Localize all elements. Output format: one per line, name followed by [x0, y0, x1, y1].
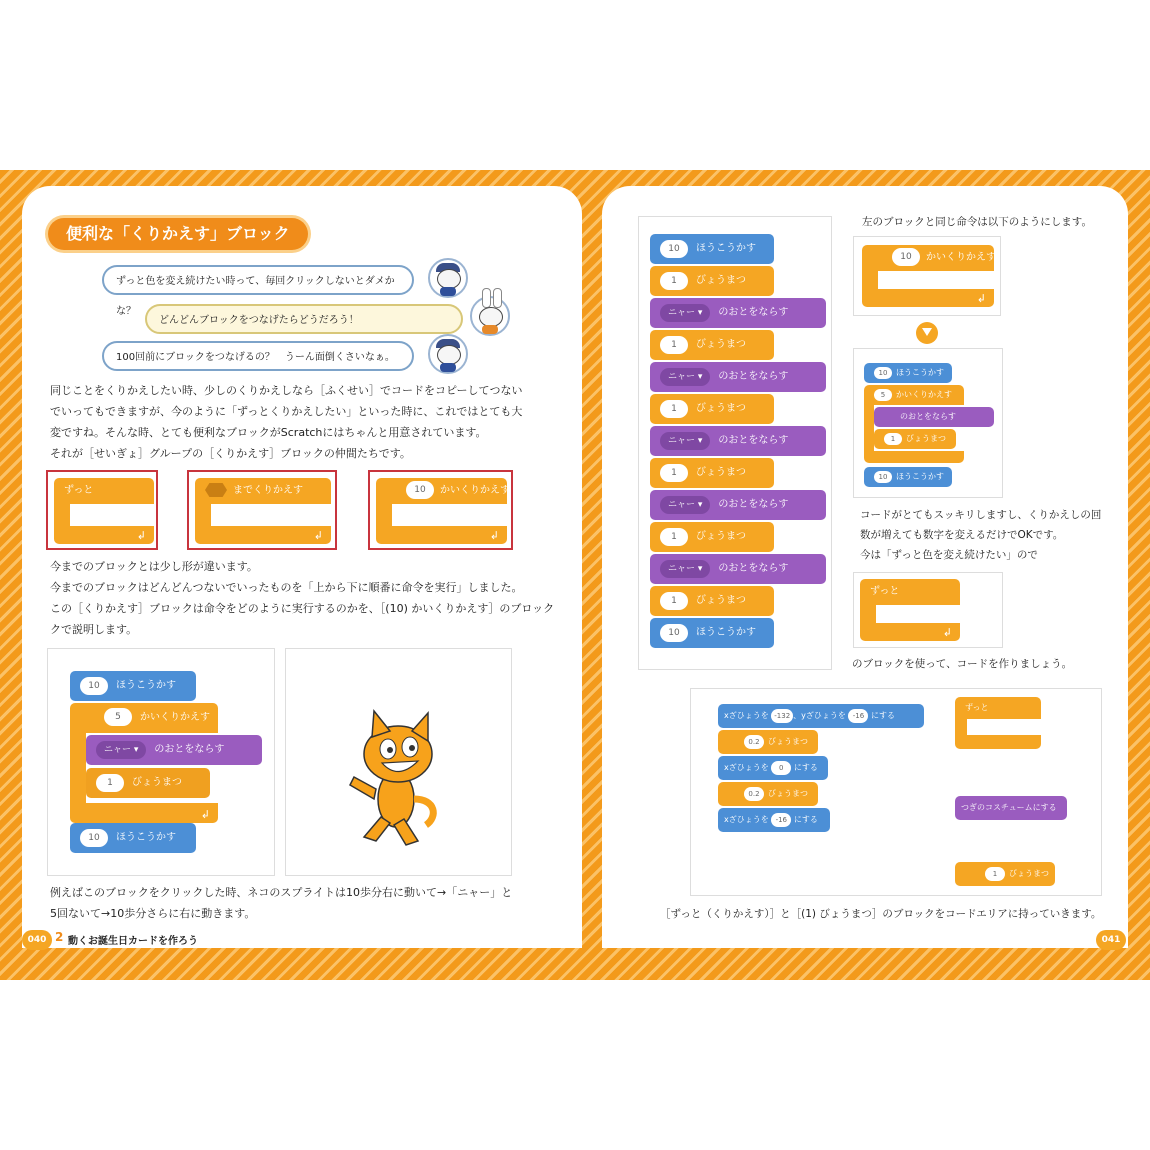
repeat-block-top [862, 245, 994, 271]
forever-label: ずっと [64, 485, 94, 496]
setx-label: xざひょうを [724, 815, 769, 824]
sound-label: のおとをならす [718, 307, 789, 318]
dialogue-text-1: ずっと色を変え続けたい時って、毎回クリックしないとダメかな？ [116, 276, 395, 317]
result-line: 例えばこのブロックをクリックした時、ネコのスプライトは10歩分右に動いて→「ニャー」と [50, 886, 513, 899]
setx-label-2: にする [793, 815, 818, 824]
explain-line: 今までのブロックとは少し形が違います。 [50, 560, 258, 573]
result-line: 5回ないて→10歩分さらに右に動きます。 [50, 907, 256, 920]
wait-block [86, 768, 210, 798]
forever-block-top [54, 478, 154, 504]
compact-wait [874, 429, 956, 449]
repeat-until-block-example [187, 470, 337, 550]
stack-wait [650, 586, 774, 616]
setx-label: xざひょうを [724, 763, 769, 772]
repeat-until-label: までくりかえす [233, 485, 303, 496]
note-line: 数が増えても数字を変えるだけでOKです。 [860, 529, 1064, 541]
repeat-count: 5 [874, 389, 892, 401]
stage-panel [285, 648, 512, 876]
condition-slot-icon [205, 483, 227, 497]
compact-move-2 [864, 467, 952, 487]
sound-label: のおとをならす [154, 744, 225, 755]
wait-label: びょうまつ [132, 777, 182, 788]
explain-line: この［くりかえす］ブロックは命令をどのように実行するのかを、［(10) かいくりかえす］のブロック [50, 602, 555, 615]
workspace-forever-block [955, 697, 1041, 751]
wait-label: びょうまつ [1009, 869, 1049, 878]
intro-line: 同じことをくりかえしたい時、少しのくりかえしなら［ふくせい］でコードをコピーしてつない [50, 384, 523, 397]
move-block-2 [70, 823, 196, 853]
loop-arrow-icon: ↲ [136, 529, 146, 542]
scratch-cat-icon [286, 649, 513, 877]
stack-sound [650, 490, 826, 520]
intro-line: でいってもできますが、今のように「ずっとくりかえしたい」といった時に、これではとても大 [50, 405, 523, 418]
note-use: のブロックを使って、コードを作りましょう。 [852, 658, 1073, 670]
dialogue-bubble-3 [102, 341, 414, 371]
page-number-left: 040 [22, 930, 52, 950]
repeat-label: かいくりかえす [926, 252, 996, 263]
wait-label: びょうまつ [768, 737, 808, 746]
sound-dropdown: ニャー ▾ [96, 741, 146, 759]
dialogue-bubble-1 [102, 265, 414, 317]
wait-block-ws-3 [955, 862, 1055, 886]
wait-label: びょうまつ [768, 789, 808, 798]
sound-dropdown: ニャー ▾ [660, 304, 710, 322]
move-label: ほうこうかす [896, 368, 944, 377]
note-line: 今は「ずっと色を変え続けたい」ので [860, 549, 1038, 561]
wait-label: びょうまつ [696, 467, 746, 478]
wait-seconds: 1 [660, 592, 688, 610]
repeat-c-top [70, 703, 218, 733]
arrow-down-icon [916, 322, 938, 344]
move-label: ほうこうかす [896, 472, 944, 481]
compact-code-panel [853, 348, 1003, 498]
sound-dropdown: ニャー ▾ [660, 496, 710, 514]
move-label: ほうこうかす [696, 627, 756, 638]
wait-seconds: 1 [96, 774, 124, 792]
wait-seconds: 1 [660, 400, 688, 418]
dialogue-text-2: どんどんブロックをつなげたらどうだろう！ [159, 315, 359, 326]
move-label: ほうこうかす [696, 243, 756, 254]
intro-paragraph [50, 380, 575, 464]
loop-arrow-icon: ↲ [489, 529, 499, 542]
stack-wait [650, 458, 774, 488]
sound-dropdown: ニャー ▾ [660, 560, 710, 578]
bottom-note: ［ずっと（くりかえす）］と［(1) びょうまつ］のブロックをコードエリアに持っていきます。 [660, 908, 1102, 920]
note-line: コードがとてもスッキリしますし、くりかえしの回 [860, 509, 1102, 521]
set-x-block-2 [718, 808, 830, 832]
repeat-until-top [195, 478, 331, 504]
stack-sound [650, 362, 826, 392]
stack-move-bottom [650, 618, 774, 648]
move-steps: 10 [80, 829, 108, 847]
explain-line: 今までのブロックはどんどんつないでいったものを「上から下に順番に命令を実行」しました。 [50, 581, 523, 594]
wait-label: びょうまつ [906, 434, 946, 443]
repeat-n-top [376, 478, 510, 504]
intro-line: 変ですね。そんな時、とても便利なブロックがScratchにはちゃんと用意されています。 [50, 426, 487, 439]
repeat-count: 5 [104, 708, 132, 726]
wait-block-ws-1 [718, 730, 818, 754]
setx-label-2: にする [793, 763, 818, 772]
stack-sound [650, 554, 826, 584]
play-sound-block [86, 735, 262, 765]
compact-repeat-top [864, 385, 964, 405]
dialogue-bubble-2 [145, 304, 463, 334]
x-value: 0 [771, 761, 791, 775]
wait-seconds: 1 [660, 336, 688, 354]
move-steps: 10 [80, 677, 108, 695]
compact-sound [874, 407, 994, 427]
sound-label: のおとをならす [718, 563, 789, 574]
move-label: ほうこうかす [116, 832, 176, 843]
move-block [70, 671, 196, 701]
chapter-number: 2 [55, 930, 64, 944]
move-steps: 10 [660, 624, 688, 642]
stack-wait [650, 330, 774, 360]
x-value: -16 [771, 813, 791, 827]
forever-block-panel [853, 572, 1003, 648]
explain-paragraph [50, 556, 575, 640]
loop-arrow-icon: ↲ [976, 292, 986, 305]
wait-seconds: 1 [660, 272, 688, 290]
note-middle [860, 505, 1101, 565]
goto-label-2: 、yざひょうを [793, 711, 846, 720]
penguin-avatar-icon-2 [428, 334, 468, 374]
move-steps: 10 [874, 367, 892, 379]
wait-label: びょうまつ [696, 275, 746, 286]
repeat-n-label: かいくりかえす [440, 485, 510, 496]
wait-block-ws-2 [718, 782, 818, 806]
stack-wait [650, 522, 774, 552]
sound-label: のおとをならす [718, 435, 789, 446]
stack-move-top [650, 234, 774, 264]
forever-top [860, 579, 960, 605]
chapter-title: 動くお誕生日カードを作ろう [68, 936, 198, 947]
move-steps: 10 [874, 471, 892, 483]
move-label: ほうこうかす [116, 680, 176, 691]
ws-forever-top [955, 697, 1041, 719]
stack-sound [650, 298, 826, 328]
stack-wait [650, 266, 774, 296]
compact-move [864, 363, 952, 383]
repeat-label: かいくりかえす [140, 712, 210, 723]
repeat-count: 10 [406, 481, 434, 499]
wait-seconds: 0.2 [744, 735, 764, 749]
rabbit-avatar-icon [470, 296, 510, 336]
wait-seconds: 1 [660, 464, 688, 482]
wait-seconds: 1 [660, 528, 688, 546]
sound-label: のおとをならす [718, 499, 789, 510]
repeat-n-block-example [368, 470, 513, 550]
forever-label: ずっと [965, 703, 989, 712]
wait-seconds: 1 [884, 433, 902, 445]
goto-xy-block [718, 704, 924, 728]
wait-label: びょうまつ [696, 403, 746, 414]
note-top: 左のブロックと同じ命令は以下のようにします。 [862, 216, 1092, 228]
stack-sound [650, 426, 826, 456]
goto-label-3: にする [871, 711, 895, 720]
repeat-count: 10 [892, 248, 920, 266]
dialogue-text-3: 100回前にブロックをつなげるの？ うーん面倒くさいなぁ。 [116, 352, 395, 363]
repeat-block-panel [853, 236, 1001, 316]
wait-seconds: 0.2 [744, 787, 764, 801]
intro-line: それが［せいぎょ］グループの［くりかえす］ブロックの仲間たちです。 [50, 447, 411, 460]
y-value: -16 [848, 709, 868, 723]
stack-wait [650, 394, 774, 424]
wait-seconds: 1 [985, 867, 1005, 881]
loop-arrow-icon: ↲ [313, 529, 323, 542]
page-number-right: 041 [1096, 930, 1126, 950]
loop-arrow-icon: ↲ [200, 808, 210, 821]
next-costume-block: つぎのコスチュームにする [955, 796, 1067, 820]
move-steps: 10 [660, 240, 688, 258]
sound-dropdown: ニャー ▾ [660, 432, 710, 450]
goto-label: xざひょうを [724, 711, 769, 720]
forever-label: ずっと [870, 586, 900, 597]
penguin-avatar-icon [428, 258, 468, 298]
x-value: -132 [771, 709, 793, 723]
repeat-label: かいくりかえす [896, 390, 952, 399]
wait-label: びょうまつ [696, 531, 746, 542]
loop-arrow-icon: ↲ [942, 626, 952, 639]
result-paragraph [50, 882, 575, 924]
sound-label: のおとをならす [900, 412, 956, 421]
wait-label: びょうまつ [696, 595, 746, 606]
forever-block-example [46, 470, 158, 550]
explain-line: クで説明します。 [50, 623, 138, 636]
sound-dropdown: ニャー ▾ [660, 368, 710, 386]
sound-label: のおとをならす [718, 371, 789, 382]
wait-label: びょうまつ [696, 339, 746, 350]
set-x-block-1 [718, 756, 828, 780]
section-title: 便利な「くりかえす」ブロック [48, 218, 308, 250]
